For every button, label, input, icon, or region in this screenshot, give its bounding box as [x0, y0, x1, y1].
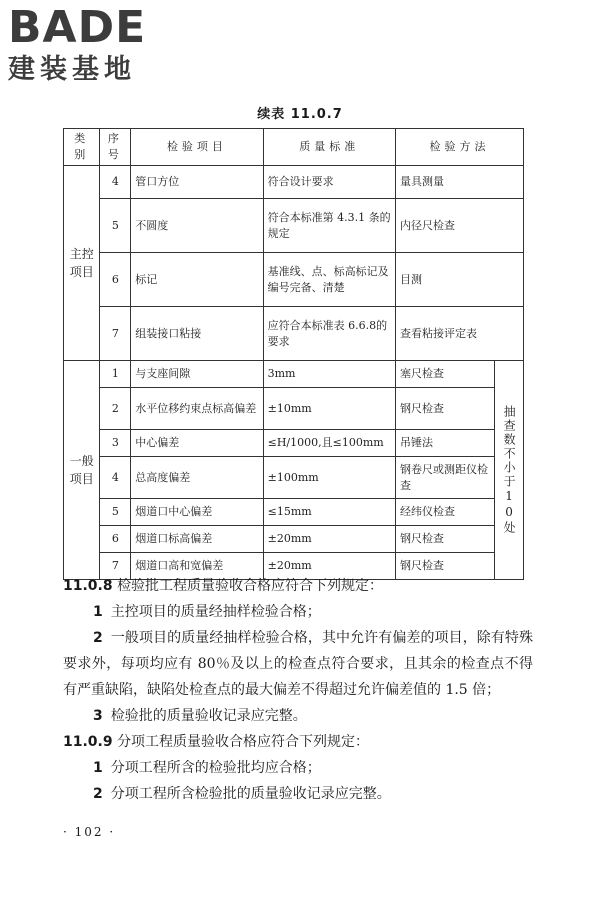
- row-item: 总高度偏差: [131, 457, 263, 499]
- row-method: 吊锤法: [395, 430, 494, 457]
- row-number: 4: [100, 166, 131, 199]
- row-number: 4: [100, 457, 131, 499]
- header-standard: 质量标准: [263, 129, 395, 166]
- row-number: 6: [100, 526, 131, 553]
- row-method: 查看粘接评定表: [395, 307, 523, 361]
- row-standard: ±20mm: [263, 526, 395, 553]
- table-row: [64, 199, 524, 253]
- row-standard: 基准线、点、标高标记及编号完备、清楚: [263, 253, 395, 307]
- row-item: 中心偏差: [131, 430, 263, 457]
- clause-11-0-9: 11.0.9 分项工程质量验收合格应符合下列规定：: [63, 734, 370, 750]
- row-method: 目测: [395, 253, 523, 307]
- row-number: 1: [100, 361, 131, 388]
- row-item: 不圆度: [131, 199, 263, 253]
- row-number: 6: [100, 253, 131, 307]
- logo-wordmark: BADE: [8, 2, 147, 53]
- page-number: · 102 ·: [63, 825, 116, 839]
- row-item: 烟道口标高偏差: [131, 526, 263, 553]
- row-method: 钢卷尺或测距仪检查: [395, 457, 494, 499]
- row-number: 3: [100, 430, 131, 457]
- table-row: [64, 361, 524, 388]
- table-row: [64, 388, 524, 430]
- row-item: 烟道口中心偏差: [131, 499, 263, 526]
- row-number: 7: [100, 553, 131, 580]
- table-row: [64, 430, 524, 457]
- table-row: [64, 253, 524, 307]
- clause-item: 1 分项工程所含的检验批均应合格；: [93, 760, 321, 776]
- clause-item: 2 分项工程所含检验批的质量验收记录应完整。: [93, 786, 391, 802]
- table-row: [64, 457, 524, 499]
- row-standard: 应符合本标准表 6.6.8的要求: [263, 307, 395, 361]
- clause-item: 1 主控项目的质量经抽样检验合格；: [93, 604, 321, 620]
- row-method: 钢尺检查: [395, 388, 494, 430]
- category-general: 一般项目: [64, 361, 100, 580]
- logo-subtitle: 建装基地: [8, 54, 136, 85]
- row-item: 与支座间隙: [131, 361, 263, 388]
- row-standard: 符合本标准第 4.3.1 条的规定: [263, 199, 395, 253]
- row-item: 组装接口粘接: [131, 307, 263, 361]
- row-standard: ≤15mm: [263, 499, 395, 526]
- row-number: 2: [100, 388, 131, 430]
- row-method: 塞尺检查: [395, 361, 494, 388]
- bade-logo: [8, 4, 178, 94]
- row-standard: ≤H/1000,且≤100mm: [263, 430, 395, 457]
- row-item: 烟道口高和宽偏差: [131, 553, 263, 580]
- row-standard: ±20mm: [263, 553, 395, 580]
- clause-item: 2 一般项目的质量经抽样检验合格，其中允许有偏差的项目，除有特殊要求外，每项均应有 80％及以上的检查点符合要求，且其余的检查点不得有严重缺陷，缺陷处检查点的最大偏差不得超过允许偏差值的 1.5 倍；: [63, 630, 533, 698]
- header-number: 序号: [100, 129, 131, 166]
- row-standard: 3mm: [263, 361, 395, 388]
- row-method: 经纬仪检查: [395, 499, 494, 526]
- table-row: [64, 499, 524, 526]
- sampling-note: 抽查数不小于10处: [495, 361, 524, 580]
- row-standard: ±100mm: [263, 457, 395, 499]
- row-method: 钢尺检查: [395, 553, 494, 580]
- row-number: 5: [100, 499, 131, 526]
- table-title: 续表 11.0.7: [257, 107, 343, 122]
- table-row: [64, 166, 524, 199]
- row-item: 管口方位: [131, 166, 263, 199]
- category-main: 主控项目: [64, 166, 100, 361]
- clause-11-0-8: 11.0.8 检验批工程质量验收合格应符合下列规定：: [63, 578, 384, 594]
- row-standard: ±10mm: [263, 388, 395, 430]
- clause-item: 3 检验批的质量验收记录应完整。: [93, 708, 307, 724]
- row-number: 5: [100, 199, 131, 253]
- row-number: 7: [100, 307, 131, 361]
- row-standard: 符合设计要求: [263, 166, 395, 199]
- clause-text: [63, 573, 533, 807]
- header-category: 类别: [64, 129, 100, 166]
- header-item: 检验项目: [131, 129, 263, 166]
- row-method: 量具测量: [395, 166, 523, 199]
- row-item: 标记: [131, 253, 263, 307]
- row-item: 水平位移约束点标高偏差: [131, 388, 263, 430]
- table-header-row: [64, 129, 524, 166]
- row-method: 内径尺检查: [395, 199, 523, 253]
- row-method: 钢尺检查: [395, 526, 494, 553]
- inspection-table: [63, 128, 524, 580]
- table-row: [64, 526, 524, 553]
- header-method: 检验方法: [395, 129, 523, 166]
- table-row: [64, 307, 524, 361]
